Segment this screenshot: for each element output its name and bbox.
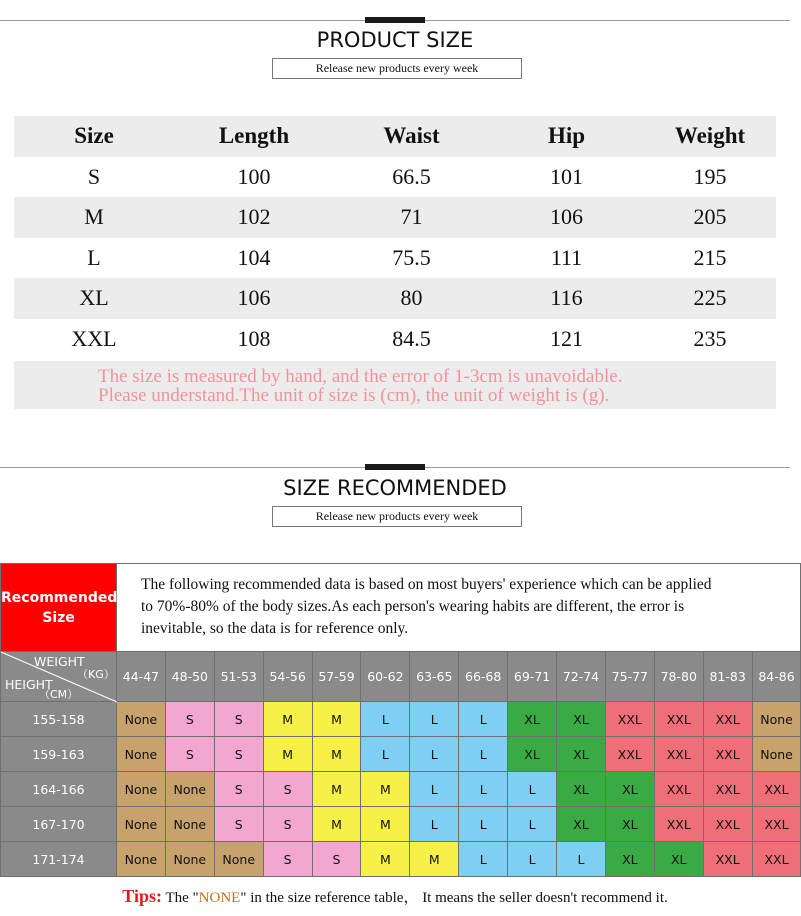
size-cell: S — [312, 842, 361, 877]
size-recommended-subtitle: Release new products every week — [272, 506, 522, 527]
size-cell: None — [117, 737, 166, 772]
table-row — [14, 319, 776, 360]
weight-label: WEIGHT — [34, 654, 85, 669]
size-cell: M — [312, 807, 361, 842]
size-cell: XXL — [703, 807, 752, 842]
size-cell: M — [312, 702, 361, 737]
weight-header-cell: 84-86 — [752, 652, 801, 702]
weight-header-cell: 63-65 — [410, 652, 459, 702]
size-cell: None — [117, 842, 166, 877]
recommended-label-line-2: Size — [42, 609, 75, 626]
size-cell: M — [263, 702, 312, 737]
size-cell: S — [214, 807, 263, 842]
height-cell: 171-174 — [1, 842, 117, 877]
size-cell: L — [459, 842, 508, 877]
table-cell: 225 — [693, 285, 727, 311]
table-cell: XL — [79, 285, 109, 311]
weight-header-cell: 81-83 — [703, 652, 752, 702]
size-cell: L — [459, 737, 508, 772]
size-cell: S — [214, 702, 263, 737]
table-cell: 195 — [693, 163, 727, 189]
table-cell: 80 — [400, 285, 423, 311]
weight-header-cell: 60-62 — [361, 652, 410, 702]
size-cell: XL — [557, 702, 606, 737]
weight-header-row — [1, 652, 801, 702]
table-cell: L — [87, 244, 101, 270]
recommend-description — [117, 564, 801, 652]
size-cell: XXL — [654, 737, 703, 772]
size-cell: S — [214, 772, 263, 807]
size-cell: XL — [557, 772, 606, 807]
size-cell: S — [165, 737, 214, 772]
size-cell: S — [214, 737, 263, 772]
col-header: Weight — [674, 123, 746, 149]
recommend-desc-line-3: inevitable, so the data is for reference only. — [141, 619, 409, 637]
size-cell: L — [410, 737, 459, 772]
recommended-size-label — [1, 564, 117, 652]
weight-header-cell: 72-74 — [557, 652, 606, 702]
table-cell: 106 — [550, 204, 583, 230]
size-cell: XL — [605, 842, 654, 877]
size-cell: XXL — [703, 842, 752, 877]
size-cell: None — [214, 842, 263, 877]
recommend-grid — [0, 563, 801, 877]
size-cell: None — [752, 737, 801, 772]
table-row — [14, 157, 776, 198]
table-cell: 116 — [550, 285, 583, 311]
size-cell: XL — [508, 702, 557, 737]
size-cell: L — [410, 772, 459, 807]
height-unit: （CM） — [39, 688, 79, 701]
tips-text-post: " in the size reference table， It means the seller doesn't recommend it. — [240, 890, 668, 906]
table-cell: 66.5 — [392, 163, 431, 189]
table-cell: 235 — [693, 325, 727, 351]
col-header: Length — [218, 123, 290, 149]
divider-accent-middle — [365, 464, 425, 470]
height-cell: 167-170 — [1, 807, 117, 842]
note-line-2: Please understand.The unit of size is (cm), the unit of weight is (g). — [98, 385, 610, 406]
size-cell: L — [361, 702, 410, 737]
size-cell: L — [410, 702, 459, 737]
size-cell: XL — [557, 807, 606, 842]
size-cell: None — [117, 702, 166, 737]
weight-header-cell: 69-71 — [508, 652, 557, 702]
product-size-subtitle: Release new products every week — [272, 58, 522, 79]
size-cell: XL — [605, 807, 654, 842]
weight-header-cell: 78-80 — [654, 652, 703, 702]
table-cell: 104 — [237, 244, 271, 270]
size-cell: None — [165, 842, 214, 877]
size-recommended-title: SIZE RECOMMENDED — [283, 476, 507, 500]
tips-text-pre: The " — [161, 890, 199, 906]
size-cell: M — [312, 772, 361, 807]
table-cell: 84.5 — [392, 325, 431, 351]
tips-line — [0, 886, 790, 907]
product-size-title: PRODUCT SIZE — [316, 28, 474, 52]
size-cell: XL — [557, 737, 606, 772]
size-cell: L — [508, 807, 557, 842]
table-row — [1, 807, 801, 842]
size-cell: XXL — [605, 702, 654, 737]
table-row — [14, 278, 776, 319]
size-cell: None — [752, 702, 801, 737]
size-cell: XXL — [752, 807, 801, 842]
size-cell: M — [361, 842, 410, 877]
table-cell: 205 — [693, 204, 727, 230]
divider-accent-top — [365, 17, 425, 23]
table-cell: 106 — [237, 285, 271, 311]
weight-header-cell: 57-59 — [312, 652, 361, 702]
size-cell: XXL — [654, 772, 703, 807]
table-cell: S — [87, 163, 101, 189]
size-cell: XXL — [703, 702, 752, 737]
height-cell: 164-166 — [1, 772, 117, 807]
size-cell: M — [361, 807, 410, 842]
size-cell: XL — [605, 772, 654, 807]
table-cell: 71 — [400, 204, 423, 230]
size-cell: XXL — [703, 772, 752, 807]
table-cell: 215 — [693, 244, 727, 270]
table-cell: 75.5 — [392, 244, 431, 270]
size-cell: S — [263, 842, 312, 877]
table-cell: 100 — [237, 163, 271, 189]
table-cell: 121 — [550, 325, 583, 351]
size-cell: XL — [508, 737, 557, 772]
height-label: HEIGHT — [5, 677, 53, 692]
weight-height-corner — [1, 652, 117, 702]
height-cell: 155-158 — [1, 702, 117, 737]
recommended-label-line-1: Recommended — [1, 589, 118, 606]
size-table-header — [14, 116, 776, 157]
size-cell: L — [459, 702, 508, 737]
weight-header-cell: 54-56 — [263, 652, 312, 702]
table-cell: 111 — [550, 244, 583, 270]
size-cell: XXL — [752, 842, 801, 877]
size-cell: S — [263, 807, 312, 842]
height-cell: 159-163 — [1, 737, 117, 772]
table-cell: M — [84, 204, 104, 230]
size-cell: S — [263, 772, 312, 807]
size-cell: L — [459, 807, 508, 842]
size-cell: XL — [654, 842, 703, 877]
table-cell: XXL — [71, 325, 117, 351]
table-row — [14, 238, 776, 279]
table-row — [1, 842, 801, 877]
size-table — [14, 116, 776, 359]
size-cell: None — [165, 807, 214, 842]
size-cell: L — [410, 807, 459, 842]
table-cell: 108 — [237, 325, 271, 351]
size-cell: M — [410, 842, 459, 877]
table-row — [1, 702, 801, 737]
recommend-intro-row — [1, 564, 801, 652]
size-cell: L — [508, 842, 557, 877]
weight-header-cell: 66-68 — [459, 652, 508, 702]
size-cell: M — [263, 737, 312, 772]
col-header: Hip — [547, 123, 586, 149]
table-row — [1, 772, 801, 807]
recommend-desc-line-2: to 70%-80% of the body sizes.As each person's wearing habits are different, the error is — [141, 597, 685, 615]
recommend-desc-line-1: The following recommended data is based on most buyers' experience which can be applied — [141, 575, 712, 593]
size-cell: XXL — [605, 737, 654, 772]
table-row — [1, 737, 801, 772]
size-cell: L — [361, 737, 410, 772]
weight-unit: （KG） — [77, 668, 115, 681]
size-cell: L — [557, 842, 606, 877]
size-cell: XXL — [654, 702, 703, 737]
col-header: Size — [74, 123, 114, 149]
col-header: Waist — [383, 123, 440, 149]
tips-none-word: NONE — [198, 890, 241, 906]
tips-label: Tips: — [122, 886, 162, 906]
weight-header-cell: 48-50 — [165, 652, 214, 702]
table-row — [14, 197, 776, 238]
weight-header-cell: 51-53 — [214, 652, 263, 702]
size-cell: XXL — [752, 772, 801, 807]
size-cell: M — [312, 737, 361, 772]
weight-header-cell: 75-77 — [605, 652, 654, 702]
size-note — [14, 361, 776, 409]
size-cell: None — [117, 807, 166, 842]
size-cell: None — [117, 772, 166, 807]
size-cell: S — [165, 702, 214, 737]
size-cell: L — [459, 772, 508, 807]
table-cell: 102 — [237, 204, 271, 230]
table-cell: 101 — [550, 163, 583, 189]
size-cell: M — [361, 772, 410, 807]
size-cell: L — [508, 772, 557, 807]
size-cell: None — [165, 772, 214, 807]
size-cell: XXL — [703, 737, 752, 772]
note-line-1: The size is measured by hand, and the error of 1-3cm is unavoidable. — [98, 366, 623, 387]
size-cell: XXL — [654, 807, 703, 842]
weight-header-cell: 44-47 — [117, 652, 166, 702]
